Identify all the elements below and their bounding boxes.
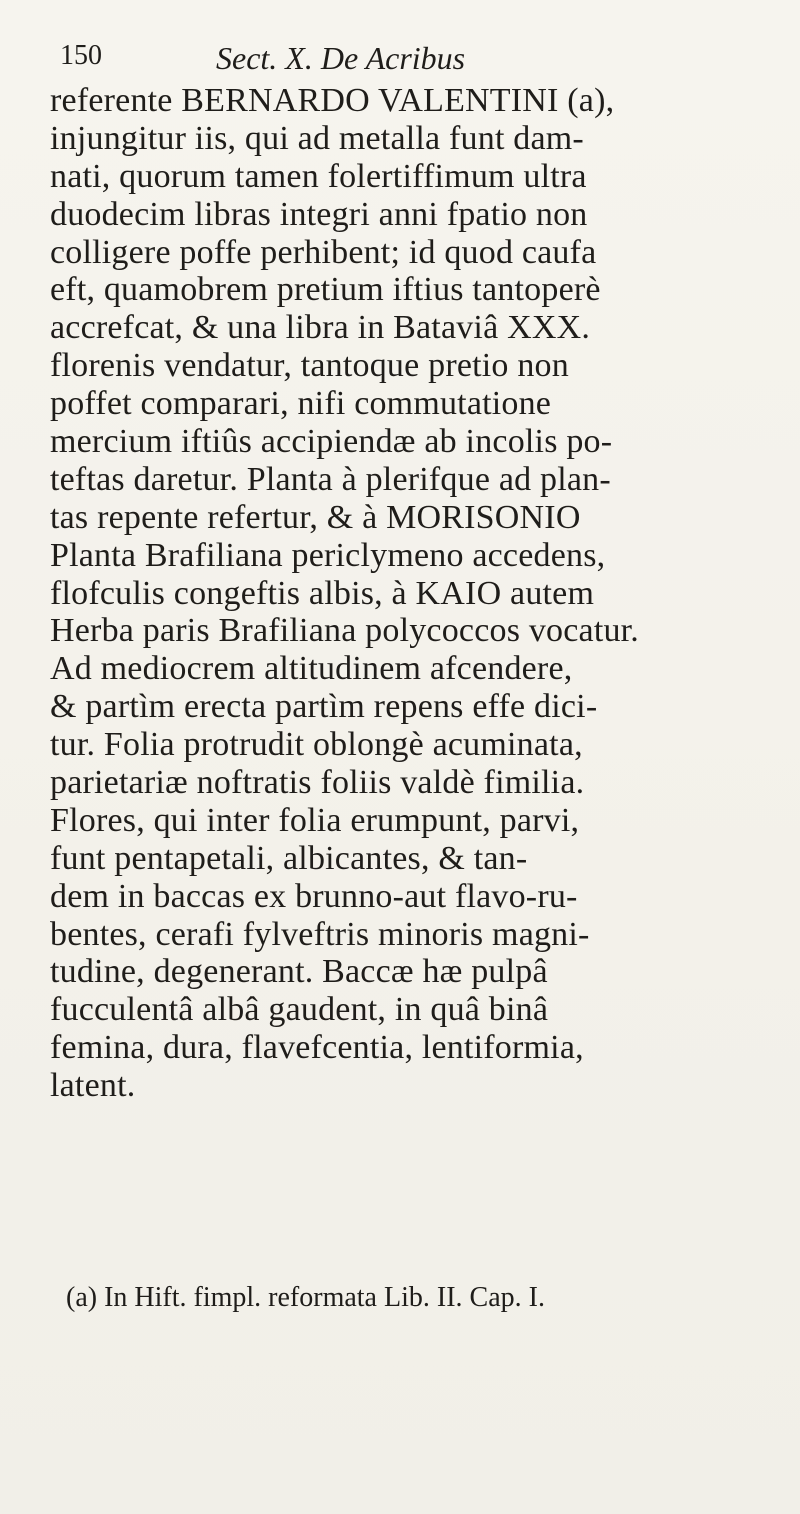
footnote: (a) In Hift. fimpl. reformata Lib. II. Cap. I.	[66, 1282, 545, 1313]
text-line: mercium iftiûs accipiendæ ab incolis po-	[50, 423, 613, 461]
text-line: tudine, degenerant. Baccæ hæ pulpâ	[50, 953, 548, 991]
page-header	[60, 40, 760, 80]
text-line: Herba paris Brafiliana polycoccos vocatur.	[50, 612, 640, 650]
text-line: Flores, qui inter folia erumpunt, parvi,	[50, 801, 580, 839]
text-line: colligere poffe perhibent; id quod caufa	[50, 233, 597, 271]
text-line: nati, quorum tamen folertiffimum ultra	[50, 157, 587, 195]
text-line: tur. Folia protrudit oblongè acuminata,	[50, 726, 583, 764]
text-line: latent.	[50, 1067, 136, 1105]
text-line: teftas daretur. Planta à plerifque ad plan-	[50, 460, 611, 498]
text-line: bentes, cerafi fylveftris minoris magni-	[50, 915, 590, 953]
text-line: eft, quamobrem pretium iftius tantoperè	[50, 271, 601, 309]
text-line: Planta Brafiliana periclymeno accedens,	[50, 536, 606, 574]
text-line: injungitur iis, qui ad metalla funt dam-	[50, 119, 584, 157]
running-title: Sect. X. De Acribus	[216, 40, 466, 76]
text-line: & partìm erecta partìm repens effe dici-	[50, 688, 598, 726]
text-line: poffet comparari, nifi commutatione	[50, 385, 552, 423]
text-line: fucculentâ albâ gaudent, in quâ binâ	[50, 991, 549, 1029]
text-line: femina, dura, flavefcentia, lentiformia,	[50, 1029, 584, 1067]
text-line: dem in baccas ex brunno-aut flavo-ru-	[50, 877, 578, 915]
text-line: referente BERNARDO VALENTINI (a),	[50, 82, 615, 119]
text-line: tas repente refertur, & à MORISONIO	[50, 498, 581, 536]
body-text	[50, 82, 770, 1105]
text-line: funt pentapetali, albicantes, & tan-	[50, 839, 528, 877]
text-line: accrefcat, & una libra in Bataviâ XXX.	[50, 309, 591, 347]
text-line: duodecim libras integri anni fpatio non	[50, 195, 588, 233]
text-line: Ad mediocrem altitudinem afcendere,	[50, 650, 573, 688]
text-line: parietariæ noftratis foliis valdè fimilia.	[50, 764, 585, 802]
page-number: 150	[60, 40, 102, 71]
text-line: flofculis congeftis albis, à KAIO autem	[50, 574, 595, 612]
text-line: florenis vendatur, tantoque pretio non	[50, 347, 569, 385]
